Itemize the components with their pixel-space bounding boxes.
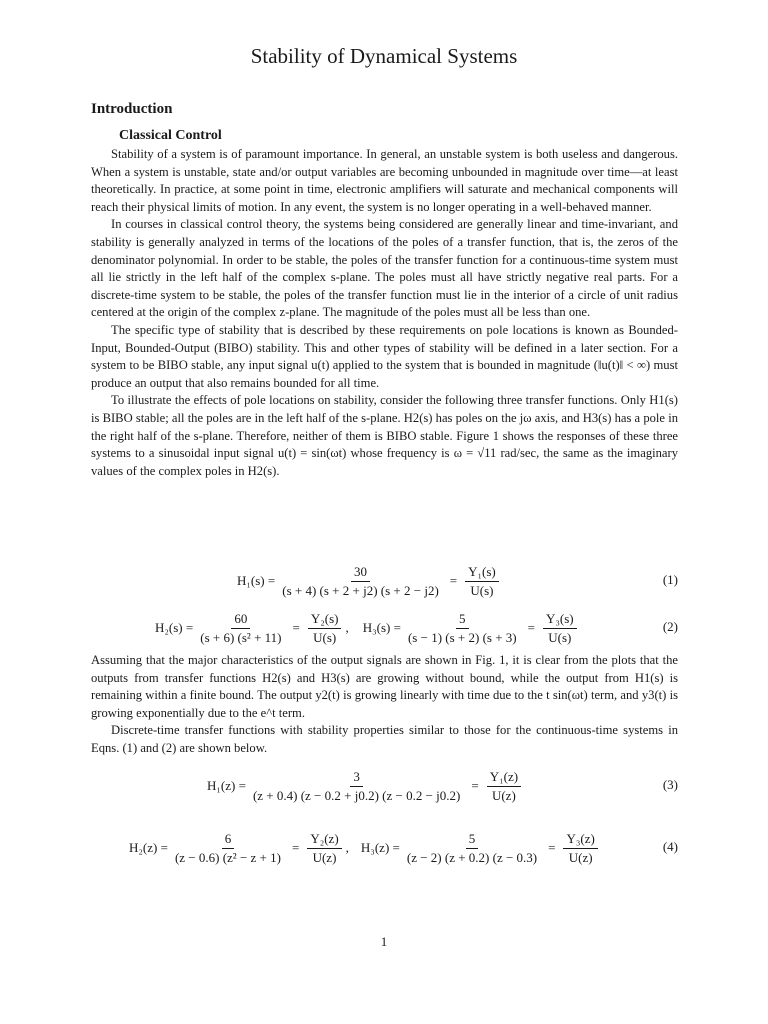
eq3-numerator: 3 bbox=[350, 769, 363, 787]
equation-4: H₂(z) = $\frac{6}{\text{(z − 0.6) (z² − z + 1)}}$ = $\frac{\text{Y₂(z)}}{U(z)}$ , H₃(z) = $\frac{5}{(z - 2) (z + 0.2) (z - 0.3)}$ = $\frac{\text{Y₃(z)}}{U(z)}$ (4) bbox=[129, 830, 678, 865]
paragraph-3: The specific type of stability that is described by these requirements on pole locations is known as Bounded-Input, Bounded-Output (BIBO) stability. This and other types of stability will be defined in a later section. For a system to be BIBO stable, any input signal u(t) applied to the system that is bounded in magnitude (‖u(t)‖ < ∞) must produce an output that also remains bounded for all time. bbox=[91, 322, 678, 390]
page-number: 1 bbox=[380, 934, 388, 949]
eq4-numerator-b: 5 bbox=[466, 831, 479, 849]
page-title: Stability of Dynamical Systems bbox=[250, 44, 518, 68]
eq2-denominator-a: (s + 6) (s² + 11) bbox=[200, 629, 282, 645]
paragraph-1: Stability of a system is of paramount importance. In general, an unstable system is both useless and dangerous. When a system is unstable, state and/or output variables are becoming unbounded in magnitude over time—at least theoretically. In practice, at some point in time, electronic amplifiers will saturate and mechanical components will reach their physical limits of motion. In any event, the system is no longer operating in a well-behaved manner. bbox=[91, 147, 678, 214]
paragraph-5: Assuming that the major characteristics of the output signals are shown in Fig. 1, it is clear from the plots that the outputs from transfer functions H2(s) and H3(s) are growing without bound, while the output from H1(s) is remaining within a finite bound. The output y2(t) is growing linearly with time due to the t sin(ωt) term, and y3(t) is growing exponentially due to the e^t term. bbox=[91, 653, 678, 720]
eq2-numerator-a: 60 bbox=[231, 611, 250, 629]
eq1-numerator: 30 bbox=[351, 564, 370, 582]
eq2-numerator-b: 5 bbox=[456, 611, 469, 629]
eq2-denominator-b: (s − 1) (s + 2) (s + 3) bbox=[407, 629, 517, 645]
eq4-input-b: U(z) bbox=[568, 849, 593, 865]
equation-3: H₁(z) = $\frac{3}{(z + 0.4) (z - 0.2 + j0.2) (z - 0.2 - j0.2)}$ = $\frac{\text{Y₁(z)}}{U(z)}$ (3) bbox=[207, 768, 678, 803]
eq3-denominator: (z + 0.4) (z − 0.2 + j0.2) (z − 0.2 − j0.2) bbox=[252, 787, 461, 803]
eq2-lhs-a: H₂(s) = bbox=[155, 620, 194, 635]
eq3-number: (3) bbox=[662, 777, 678, 792]
text-block-1 bbox=[91, 146, 678, 480]
eq3-input: U(z) bbox=[491, 787, 516, 803]
paragraph-2: In courses in classical control theory, the systems being considered are generally linear and time-invariant, and stability is generally analyzed in terms of the locations of the poles of a transfer function, that is, the zeros of the denominator polynomial. In order to be stable, the poles of the transfer function for a continuous-time system must all lie strictly in the left half of the complex s-plane. The poles must all have strictly negative real parts. For a discrete-time system to be stable, the poles of the transfer function must lie in the interior of a circle of unit radius centered at the origin of the complex z-plane. The magnitude of the poles must all be less than one. bbox=[91, 217, 678, 320]
eq4-denominator-b: (z − 2) (z + 0.2) (z − 0.3) bbox=[406, 849, 538, 865]
eq1-number: (1) bbox=[662, 572, 678, 587]
equation-2: H₂(s) = $\frac{60}{\text{(s + 6) (s² + 11)}}$ = $\frac{\text{Y₂(s)}}{U(s)}$ , H₃(s) = $\frac{5}{(s - 1) (s + 2) (s + 3)}$ = $\frac{\text{Y₃(s)}}{U(s)}$ (2) bbox=[155, 610, 678, 645]
eq4-denominator-a: (z − 0.6) (z² − z + 1) bbox=[174, 849, 281, 865]
paragraph-6: Discrete-time transfer functions with stability properties similar to those for the continuous-time systems in Eqns. (1) and (2) are shown below. bbox=[91, 723, 678, 755]
text-block-2 bbox=[91, 652, 678, 758]
eq2-input-b: U(s) bbox=[548, 629, 572, 645]
eq3-output: Y₁(z) bbox=[487, 769, 521, 787]
subsection-heading: Classical Control bbox=[119, 128, 222, 143]
eq4-number: (4) bbox=[662, 839, 678, 854]
eq3-lhs: H₁(z) = bbox=[207, 778, 246, 793]
eq4-output-b: Y₃(z) bbox=[563, 831, 597, 849]
eq4-output-a: Y₂(z) bbox=[307, 831, 341, 849]
equation-1: H₁(s) = $\frac{30}{(s + 4) (s + 2 + j2) (s + 2 - j2)}$ = $\frac{\text{Y₁(s)}}{U(s)}$ (1) bbox=[237, 563, 678, 598]
eq4-lhs-a: H₂(z) = bbox=[129, 840, 168, 855]
eq1-output: Y₁(s) bbox=[465, 564, 499, 582]
eq2-number: (2) bbox=[662, 619, 678, 634]
eq2-output-a: Y₂(s) bbox=[308, 611, 342, 629]
eq4-input-a: U(z) bbox=[312, 849, 337, 865]
eq2-input-a: U(s) bbox=[313, 629, 337, 645]
eq1-input: U(s) bbox=[470, 582, 494, 598]
eq4-numerator-a: 6 bbox=[222, 831, 235, 849]
section-heading: Introduction bbox=[91, 101, 173, 117]
paragraph-4: To illustrate the effects of pole locations on stability, consider the following three transfer functions. Only H1(s) is BIBO stable; all the poles are in the left half of the s-plane. H2(s) has poles on the jω axis, and H3(s) has a pole in the right half of the s-plane. Therefore, neither of them is BIBO stable. Figure 1 shows the responses of these three systems to a sinusoidal input signal u(t) = sin(ωt) whose frequency is ω = √11 rad/sec, the same as the imaginary values of the complex poles in H2(s). bbox=[91, 393, 678, 478]
eq1-lhs: H₁(s) = bbox=[237, 573, 276, 588]
eq1-denominator: (s + 4) (s + 2 + j2) (s + 2 − j2) bbox=[282, 582, 439, 598]
eq4-lhs-b: H₃(z) = bbox=[360, 840, 400, 855]
eq2-output-b: Y₃(s) bbox=[543, 611, 577, 629]
eq2-lhs-b: H₃(s) = bbox=[362, 620, 401, 635]
